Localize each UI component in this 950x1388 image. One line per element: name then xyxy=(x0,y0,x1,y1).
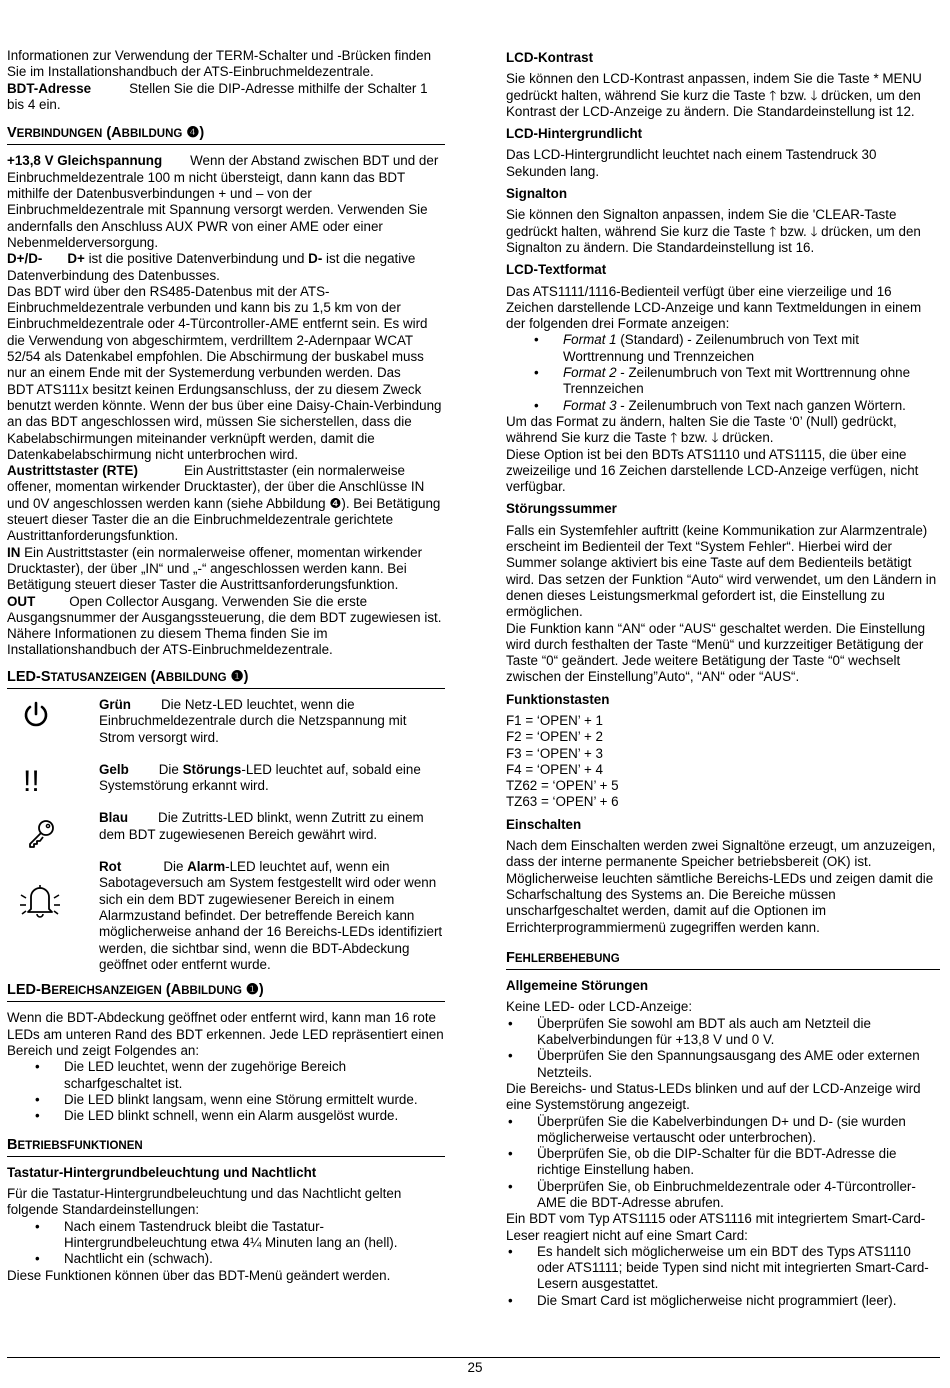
list-item: • Überprüfen Sie, ob Einbruchmeldezentrale oder 4-Türcontroller-AME die BDT-Adresse abrufen. xyxy=(506,1179,940,1212)
power-icon xyxy=(7,697,99,746)
rte-paragraph: Austrittstaster (RTE) Ein Austrittstaster (ein normalerweise offener, momentan wirkender Drucktaster), der über die Anschlüsse IN und 0V angeschlossen werden kann (siehe Abbildung ❹). Bei Betätigung steuert dieser Taster die an die Einbruchmeldezentrale gerichtete Austrittanforderungsfunktion. xyxy=(7,463,441,544)
out-paragraph: OUT Open Collector Ausgang. Verwenden Sie die erste Ausgangsnummer der Ausgangssteuerung, die dem BDT zugewiesen ist. Nähere Informationen zu diesem Thema finden Sie im Installationshandbuch der ATS-Einbruchmeldezentrale. xyxy=(7,593,442,658)
signalton-text: Sie können den Signalton anpassen, indem Sie die 'CLEAR-Taste gedrückt halten, während Sie kurz die Taste 🡑 bzw. 🡓 drücken, um den Signalton zu ändern. Die Standardeinstellung ist 16. xyxy=(506,207,921,255)
section-led-bereich-heading: LED-BEREICHSANZEIGEN (ABBILDUNG ❶) xyxy=(7,982,445,1002)
allgemeine-intro: Keine LED- oder LCD-Anzeige: xyxy=(506,999,693,1015)
footer-divider xyxy=(7,1357,940,1358)
einschalten-heading: Einschalten xyxy=(506,816,582,832)
data-lines-paragraph: D+/D- D+ ist die positive Datenverbindung und D- ist die negative Datenverbindung des Datenbusses. xyxy=(7,251,416,283)
led-yellow-row: !! Gelb Die Störungs-LED leuchtet auf, sobald eine Systemstörung erkannt wird. xyxy=(7,762,445,795)
einschalten-text: Nach dem Einschalten werden zwei Signaltöne erzeugt, um anzuzeigen, dass der interne permanente Speicher betriebsbereit (OK) ist. Möglicherweise leuchten sämtliche Bereichs-LEDs und zeigen damit die Scharfschaltung des Systems an. Die Bereiche müssen unscharfgeschaltet werden, damit auf die Optionen im Errichterprogrammiermenü zugegriffen werden kann. xyxy=(506,838,936,935)
section-verbindungen-heading: VERBINDUNGEN (ABBILDUNG ❹) xyxy=(7,125,445,145)
list-item: • Format 2 - Zeilenumbruch von Text mit Worttrennung ohne Trennzeichen xyxy=(506,365,940,398)
allgemeine-stoerungen-heading: Allgemeine Störungen xyxy=(506,978,649,994)
textformat-list xyxy=(506,332,940,413)
tastatur-heading: Tastatur-Hintergrundbeleuchtung und Nachtlicht xyxy=(7,1164,317,1180)
key-icon xyxy=(7,810,99,843)
list-item: • Die LED blinkt langsam, wenn eine Störung ermittelt wurde. xyxy=(7,1092,445,1108)
lcd-textformat-intro: Das ATS1111/1116-Bedienteil verfügt über eine vierzeilige und 16 Zeichen darstellende LCD-Anzeige und kann Textmeldungen in einem der folgenden drei Formate anzeigen: xyxy=(506,283,922,332)
list-item: • Format 3 - Zeilenumbruch von Text nach ganzen Wörtern. xyxy=(506,398,940,414)
bdt-adresse-label: BDT-Adresse xyxy=(7,80,92,96)
allgemeine-list-3 xyxy=(506,1244,940,1309)
list-item: F4 = ‘OPEN’ + 4 xyxy=(506,761,603,777)
list-item: F3 = ‘OPEN’ + 3 xyxy=(506,745,603,761)
allgemeine-mid: Die Bereichs- und Status-LEDs blinken und auf der LCD-Anzeige wird eine Systemstörung angezeigt. xyxy=(506,1080,921,1113)
tastatur-end: Diese Funktionen können über das BDT-Menü geändert werden. xyxy=(7,1267,391,1283)
bereich-intro: Wenn die BDT-Abdeckung geöffnet oder entfernt wird, kann man 16 rote LEDs am unteren Rand des BDT erkennen. Jede LED repräsentiert einen Bereich und zeigt Folgendes an: xyxy=(7,1010,444,1059)
textformat-change: Um das Format zu ändern, halten Sie die Taste ‘0’ (Null) gedrückt, während Sie kurz die Taste 🡑 bzw. 🡓 drücken. xyxy=(506,413,897,446)
bdt-adresse-paragraph xyxy=(7,81,445,114)
signalton-heading: Signalton xyxy=(506,186,567,202)
list-item: • Es handelt sich möglicherweise um ein BDT des Typs ATS1110 oder ATS1111; beide Typen sind nicht mit integrierten Smart-Card-Lesern ausgestattet. xyxy=(506,1244,940,1293)
allgemeine-card: Ein BDT vom Typ ATS1115 oder ATS1116 mit integriertem Smart-Card-Leser reagiert nicht auf eine Smart Card: xyxy=(506,1211,926,1243)
list-item: • Nach einem Tastendruck bleibt die Tastatur-Hintergrundbeleuchtung etwa 4¼ Minuten lang an (hell). xyxy=(7,1219,445,1252)
allgemeine-list-2 xyxy=(506,1114,940,1212)
list-item: TZ63 = ‘OPEN’ + 6 xyxy=(506,794,619,810)
list-item: F2 = ‘OPEN’ + 2 xyxy=(506,729,603,745)
lcd-textformat-heading: LCD-Textformat xyxy=(506,262,607,278)
section-fehlerbehebung-heading: FEHLERBEHEBUNG xyxy=(506,950,940,970)
intro-paragraph: Informationen zur Verwendung der TERM-Schalter und -Brücken finden Sie im Installationshandbuch der ATS-Einbruchmeldezentrale. xyxy=(7,48,432,80)
bereich-list xyxy=(7,1059,445,1124)
alarm-bell-icon xyxy=(7,859,99,973)
list-item: TZ62 = ‘OPEN’ + 5 xyxy=(506,778,619,794)
section-betriebsfunktionen-heading: BETRIEBSFUNKTIONEN xyxy=(7,1137,445,1157)
allgemeine-list-1 xyxy=(506,1016,940,1081)
list-item: • Überprüfen Sie sowohl am BDT als auch am Netzteil die Kabelverbindungen für +13,8 V und 0 V. xyxy=(506,1016,940,1049)
list-item: • Überprüfen Sie, ob die DIP-Schalter für die BDT-Adresse die richtige Einstellung haben. xyxy=(506,1146,940,1179)
list-item: • Die LED blinkt schnell, wenn ein Alarm ausgelöst wurde. xyxy=(7,1108,445,1124)
list-item: F1 = ‘OPEN’ + 1 xyxy=(506,712,603,728)
in-paragraph: IN Ein Austrittstaster (ein normalerweise offener, momentan wirkender Drucktaster), der über „IN“ und „-“ angeschlossen werden kann. Bei Betätigung steuert dieser Taster die Austrittsanforderungsfunktion. xyxy=(7,544,423,593)
lcd-kontrast-text: Sie können den LCD-Kontrast anpassen, indem Sie die Taste * MENU gedrückt halten, während Sie kurz die Taste 🡑 bzw. 🡓 drücken, um den Kontrast der LCD-Anzeige zu ändern. Die Standardeinstellung ist 12. xyxy=(506,71,922,119)
bdt-adresse-text: Stellen Sie die DIP-Adresse mithilfe der Schalter 1 bis 4 ein. xyxy=(7,80,428,112)
bus-paragraph: Das BDT wird über den RS485-Datenbus mit der ATS-Einbruchmeldezentrale verbunden und kann bis zu 1,5 km von der Einbruchmeldezentrale oder 4-Türcontroller-AME entfernt sein. Es wird die Verwendung von abgeschirmtem, verdrilltem 2-Adernpaar WCAT 52/54 als Datenkabel empfohlen. Die Abschirmung der buskabel muss nur an einem Ende mit der Systemerdung verbunden werden. Das xyxy=(7,283,428,381)
list-item: • Nachtlicht ein (schwach). xyxy=(7,1251,445,1267)
funktionstasten-list xyxy=(506,713,940,811)
list-item: • Die Smart Card ist möglicherweise nicht programmiert (leer). xyxy=(506,1293,940,1309)
list-item: • Die LED leuchtet, wenn der zugehörige Bereich scharfgeschaltet ist. xyxy=(7,1059,445,1092)
tastatur-intro: Für die Tastatur-Hintergrundbeleuchtung und das Nachtlicht gelten folgende Standardeinstellungen: xyxy=(7,1186,402,1218)
lcd-hintergrund-text: Das LCD-Hintergrundlicht leuchtet nach einem Tastendruck 30 Sekunden lang. xyxy=(506,147,877,179)
stoerungssummer-text-2: Die Funktion kann “AN“ oder “AUS“ geschaltet werden. Die Einstellung wird durch festhalten der Taste “Menü“ und kurzzeitiger Betätigung der Taste “0“ geändert. Jede weitere Betätigung der Taste “0“ wechselt zwischen der Einstellung”Auto“, “AN“ oder “AUS“. xyxy=(506,620,926,685)
fault-icon: !! xyxy=(23,764,40,798)
textformat-note: Diese Option ist bei den BDTs ATS1110 und ATS1115, die über eine zweizeilige und 16 Zeichen darstellende LCD-Anzeige verfügen, nicht verfügbar. xyxy=(506,446,919,495)
list-item: • Überprüfen Sie die Kabelverbindungen D+ und D- (sie wurden möglicherweise vertauscht oder unterbrochen). xyxy=(506,1114,940,1147)
left-column xyxy=(7,48,445,1284)
led-blue-row: Blau Die Zutritts-LED blinkt, wenn Zutritt zu einem dem BDT zugewiesenen Bereich gewährt wird. xyxy=(7,810,445,843)
list-item: • Format 1 (Standard) - Zeilenumbruch von Text mit Worttrennung und Trennzeichen xyxy=(506,332,940,365)
lcd-kontrast-heading: LCD-Kontrast xyxy=(506,50,594,65)
page-number: 25 xyxy=(467,1360,483,1375)
right-column xyxy=(506,48,940,1309)
voltage-paragraph: +13,8 V Gleichspannung Wenn der Abstand zwischen BDT und der Einbruchmeldezentrale 100 m nicht übersteigt, dann kann das BDT mithilfe der Datenbusverbindungen + und – von der Einbruchmeldezentrale mit Spannung versorgt werden. Verwenden Sie andernfalls den Anschluss AUX PWR von einer AME oder einer Nebenmelderversorgung. xyxy=(7,153,439,250)
lcd-hintergrund-heading: LCD-Hintergrundlicht xyxy=(506,126,643,142)
led-green-row: Grün Die Netz-LED leuchtet, wenn die Einbruchmeldezentrale durch die Netzspannung mit Strom versorgt wird. xyxy=(7,697,445,746)
funktionstasten-heading: Funktionstasten xyxy=(506,691,610,707)
led-red-row: Rot Die Alarm-LED leuchtet auf, wenn ein Sabotageversuch am System festgestellt wird oder wenn sich ein dem BDT zugewiesener Bereich in einem Alarmzustand befindet. Der betreffende Bereich kann möglicherweise anhand der 16 Bereichs-LEDs identifiziert werden, die sichtbar sind, wenn die BDT-Abdeckung geöffnet oder entfernt wurde. xyxy=(7,859,445,973)
tastatur-list xyxy=(7,1219,445,1268)
list-item: • Überprüfen Sie den Spannungsausgang des AME oder externen Netzteils. xyxy=(506,1048,940,1081)
bus-paragraph-2: BDT ATS111x besitzt keinen Erdungsanschluss, der zu diesem Zweck benutzt werden könnte. Wenn der bus über eine Daisy-Chain-Verbindung an das BDT angeschlossen wird, müssen Sie sicherstellen, dass die Kabelabschirmungen miteinander verknüpft werden, damit die Datenkabelabschirmung nicht unterbrochen wird. xyxy=(7,381,442,462)
stoerungssummer-text: Falls ein Systemfehler auftritt (keine Kommunikation zur Alarmzentrale) erscheint im Bedienteil der Text “System Fehler“. Hierbei wird der Summer solange aktiviert bis eine Taste auf dem Bedienteils betätigt wird. Das setzen der Funktion “Auto“ wird verwendet, um den Ländern in denen dieses Leistungsmerkmal gefordert ist, die Einstellung zu ermöglichen. xyxy=(506,522,937,620)
section-led-status-heading: LED-STATUSANZEIGEN (ABBILDUNG ❶) xyxy=(7,669,445,689)
stoerungssummer-heading: Störungssummer xyxy=(506,501,617,517)
